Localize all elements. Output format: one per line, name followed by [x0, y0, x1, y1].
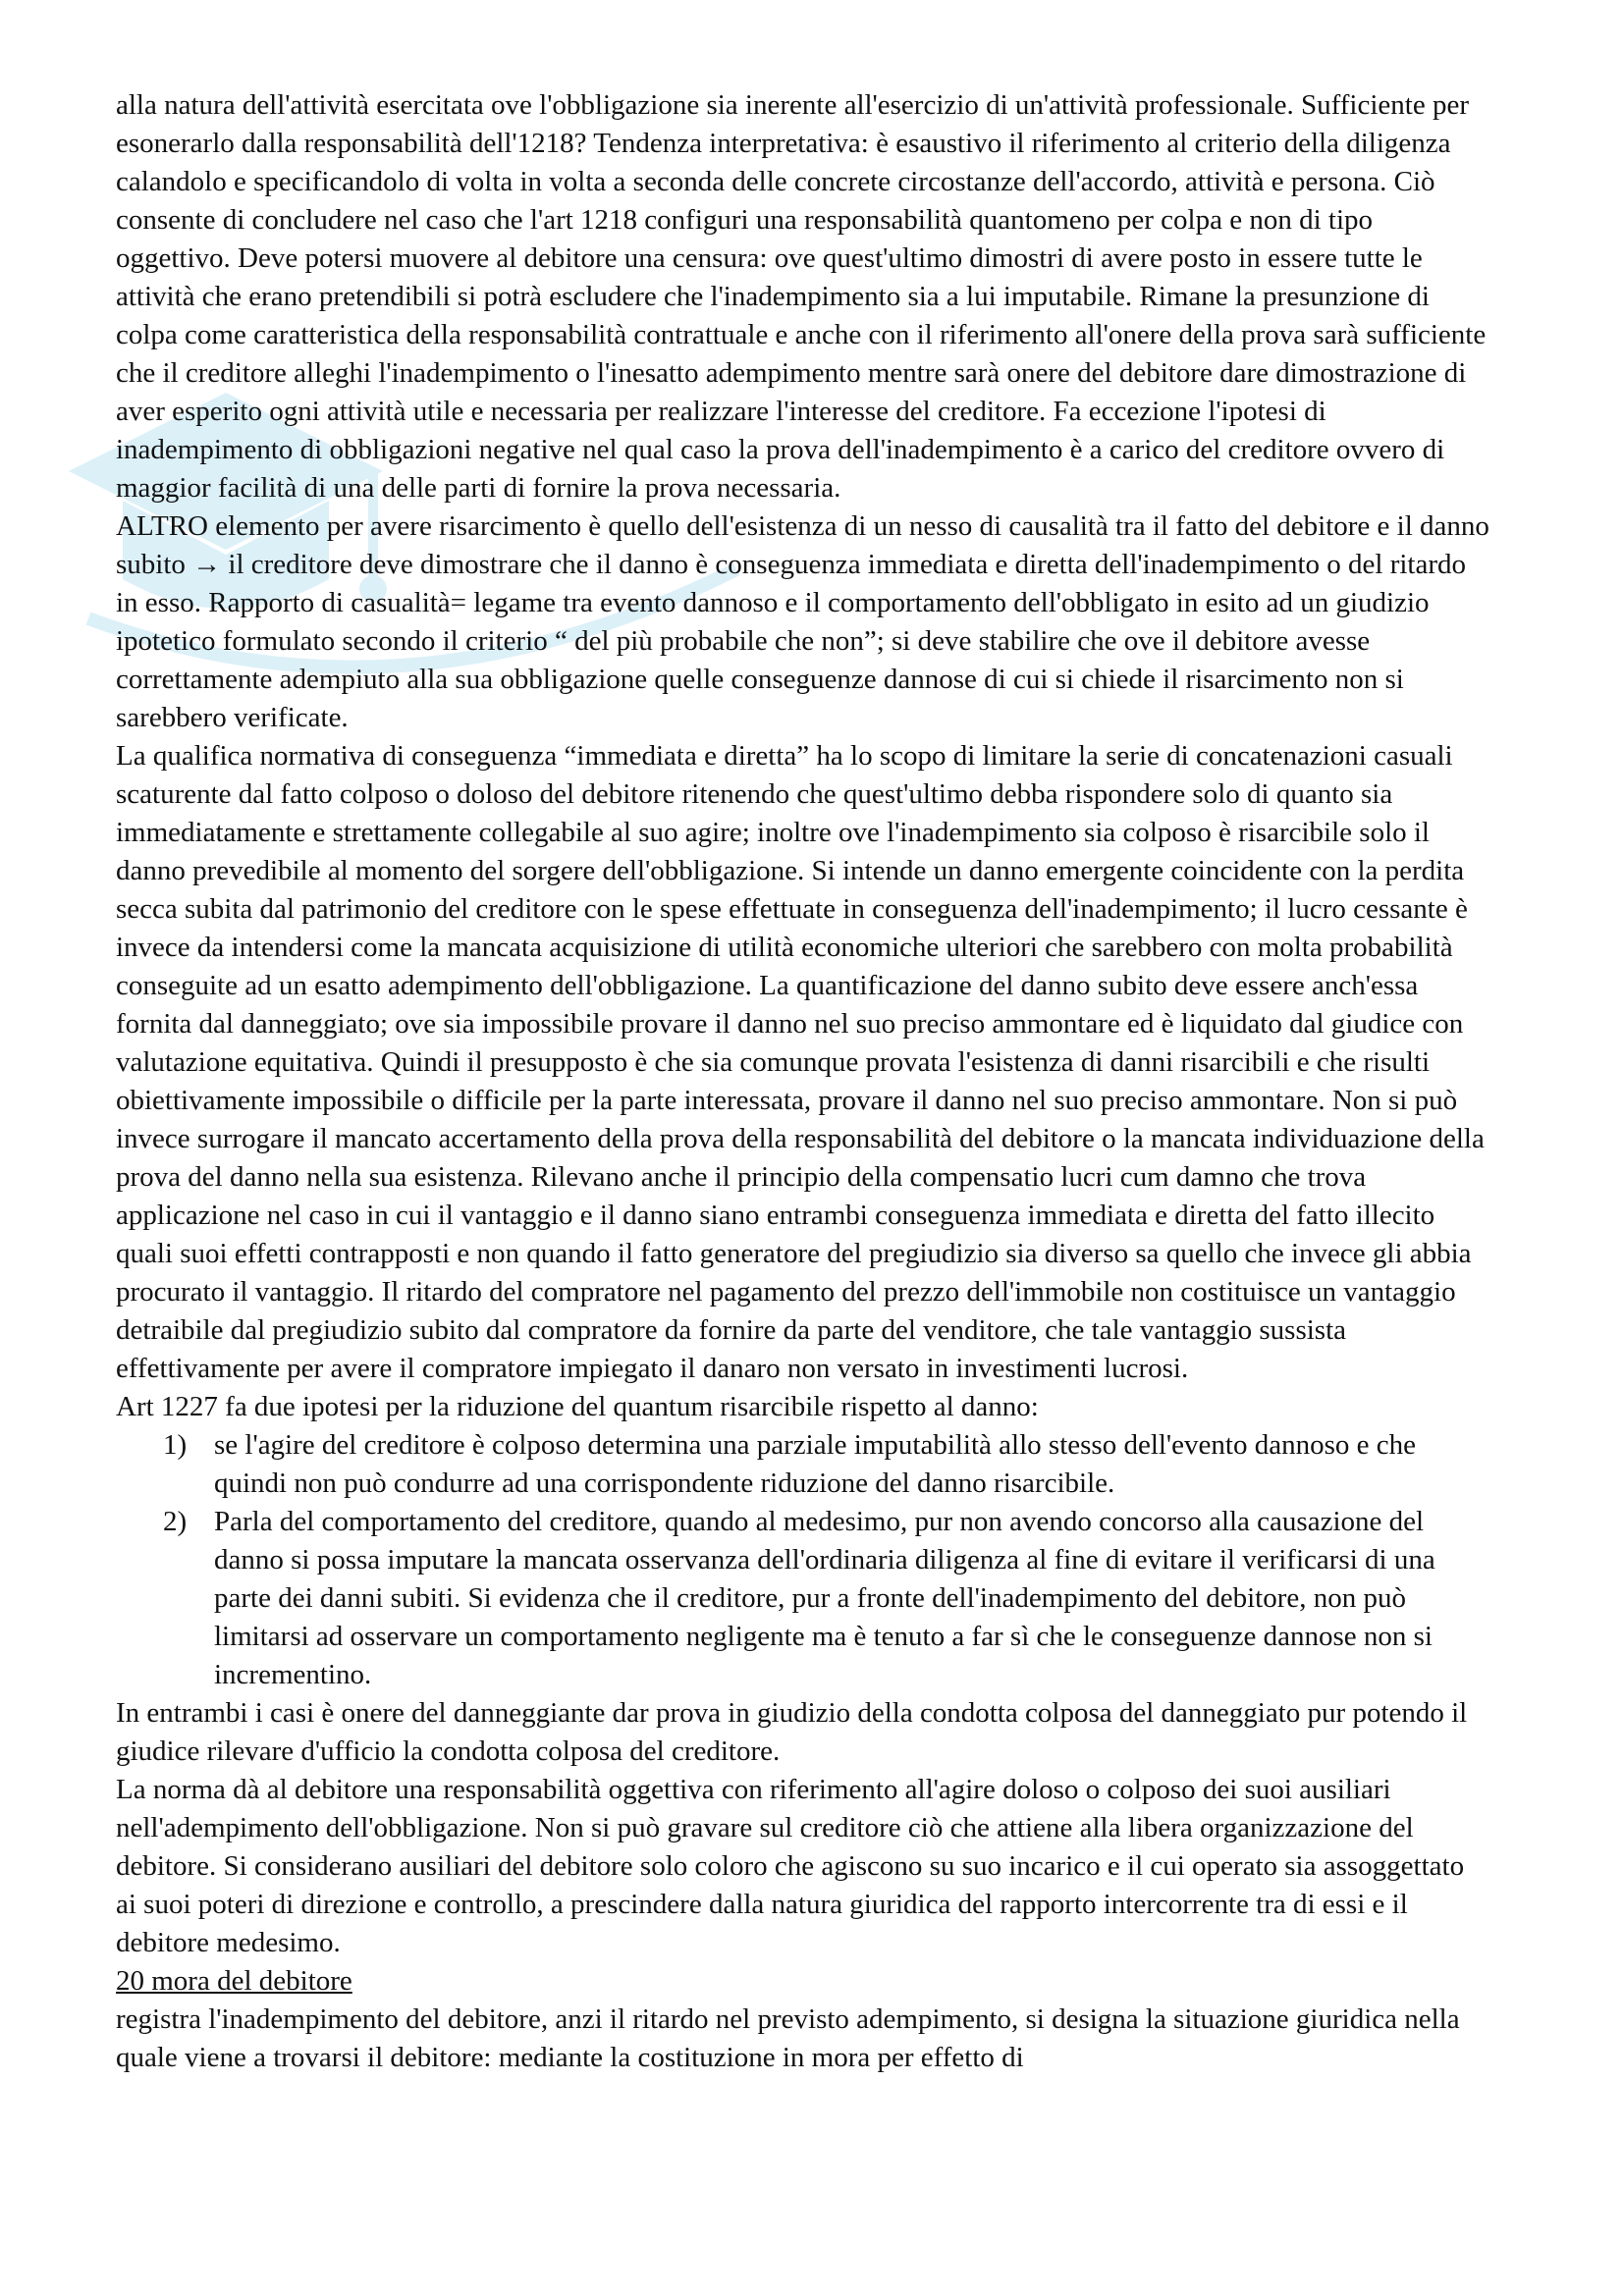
document-body [116, 86, 1490, 2077]
paragraph: La qualifica normativa di conseguenza “immediata e diretta” ha lo scopo di limitare la serie di concatenazioni casuali scaturente dal fatto colposo o doloso del debitore ritenendo che quest'ultimo debba rispondere solo di quanto sia immediatamente e strettamente collegabile al suo agire; inoltre ove l'inadempimento sia colposo è risarcibile solo il danno prevedibile al momento del sorgere dell'obbligazione. Si intende un danno emergente coincidente con la perdita secca subita dal patrimonio del creditore con le spese effettuate in conseguenza dell'inadempimento; il lucro cessante è invece da intendersi come la mancata acquisizione di utilità economiche ulteriori che sarebbero con molta probabilità conseguite ad un esatto adempimento dell'obbligazione. La quantificazione del danno subito deve essere anch'essa fornita dal danneggiato; ove sia impossibile provare il danno nel suo preciso ammontare ed è liquidato dal giudice con valutazione equitativa. Quindi il presupposto è che sia comunque provata l'esistenza di danni risarcibili e che risulti obiettivamente impossibile o difficile per la parte interessata, provare il danno nel suo preciso ammontare. Non si può invece surrogare il mancato accertamento della prova della responsabilità del debitore o la mancata individuazione della prova del danno nella sua esistenza. Rilevano anche il principio della compensatio lucri cum damno che trova applicazione nel caso in cui il vantaggio e il danno siano entrambi conseguenza immediata e diretta del fatto illecito quali suoi effetti contrapposti e non quando il fatto generatore del pregiudizio sia diverso sa quello che invece gli abbia procurato il vantaggio. Il ritardo del compratore nel pagamento del prezzo dell'immobile non costituisce un vantaggio detraibile dal pregiudizio subito dal compratore da fornire da parte del venditore, che tale vantaggio sussista effettivamente per avere il compratore impiegato il danaro non versato in investimenti lucrosi. [116, 740, 1485, 1384]
numbered-list [116, 1426, 1490, 1694]
list-item-text: se l'agire del creditore è colposo determina una parziale imputabilità allo stesso dell'evento dannoso e che quindi non può condurre ad una corrispondente riduzione del danno risarcibile. [214, 1429, 1416, 1499]
list-item [116, 1503, 1490, 1694]
paragraph: In entrambi i casi è onere del danneggiante dar prova in giudizio della condotta colposa del danneggiato pur potendo il giudice rilevare d'ufficio la condotta colposa del creditore. [116, 1697, 1468, 1767]
paragraph: Art 1227 fa due ipotesi per la riduzione del quantum risarcibile rispetto al danno: [116, 1391, 1039, 1422]
section-heading: 20 mora del debitore [116, 1965, 352, 1997]
list-item [116, 1426, 1490, 1503]
paragraph: registra l'inadempimento del debitore, anzi il ritardo nel previsto adempimento, si designa la situazione giuridica nella quale viene a trovarsi il debitore: mediante la costituzione in mora per effetto di [116, 2003, 1460, 2073]
paragraph: La norma dà al debitore una responsabilità oggettiva con riferimento all'agire doloso o colposo dei suoi ausiliari nell'adempimento dell'obbligazione. Non si può gravare sul creditore ciò che attiene alla libera organizzazione del debitore. Si considerano ausiliari del debitore solo coloro che agiscono su suo incarico e il cui operato sia assoggettato ai suoi poteri di direzione e controllo, a prescindere dalla natura giuridica del rapporto intercorrente tra di essi e il debitore medesimo. [116, 1774, 1465, 1958]
paragraph: alla natura dell'attività esercitata ove l'obbligazione sia inerente all'esercizio di un'attività professionale. Sufficiente per esonerarlo dalla responsabilità dell'1218? Tendenza interpretativa: è esaustivo il riferimento al criterio della diligenza calandolo e specificandolo di volta in volta a seconda delle concrete circostanze dell'accordo, attività e persona. Ciò consente di concludere nel caso che l'art 1218 configuri una responsabilità quantomeno per colpa e non di tipo oggettivo. Deve potersi muovere al debitore una censura: ove quest'ultimo dimostri di avere posto in essere tutte le attività che erano pretendibili si potrà escludere che l'inadempimento sia a lui imputabile. Rimane la presunzione di colpa come caratteristica della responsabilità contrattuale e anche con il riferimento all'onere della prova sarà sufficiente che il creditore alleghi l'inadempimento o l'inesatto adempimento mentre sarà onere del debitore dare dimostrazione di aver esperito ogni attività utile e necessaria per realizzare l'interesse del creditore. Fa eccezione l'ipotesi di inadempimento di obbligazioni negative nel qual caso la prova dell'inadempimento è a carico del creditore ovvero di maggior facilità di una delle parti di fornire la prova necessaria. [116, 89, 1487, 504]
list-item-text: Parla del comportamento del creditore, quando al medesimo, pur non avendo concorso alla causazione del danno si possa imputare la mancata osservanza dell'ordinaria diligenza al fine di evitare il verificarsi di una parte dei danni subiti. Si evidenza che il creditore, pur a fronte dell'inadempimento del debitore, non può limitarsi ad osservare un comportamento negligente ma è tenuto a far sì che le conseguenze dannose non si incrementino. [214, 1506, 1435, 1690]
list-item-number: 2) [163, 1506, 188, 1537]
paragraph: ALTRO elemento per avere risarcimento è quello dell'esistenza di un nesso di causalità tra il fatto del debitore e il danno subito → il creditore deve dimostrare che il danno è conseguenza immediata e diretta dell'inadempimento o del ritardo in esso. Rapporto di casualità= legame tra evento dannoso e il comportamento dell'obbligato in esito ad un giudizio ipotetico formulato secondo il criterio “ del più probabile che non”; si deve stabilire che ove il debitore avesse correttamente adempiuto alla sua obbligazione quelle conseguenze dannose di cui si chiede il risarcimento non si sarebbero verificate. [116, 510, 1489, 733]
list-item-number: 1) [163, 1429, 188, 1461]
